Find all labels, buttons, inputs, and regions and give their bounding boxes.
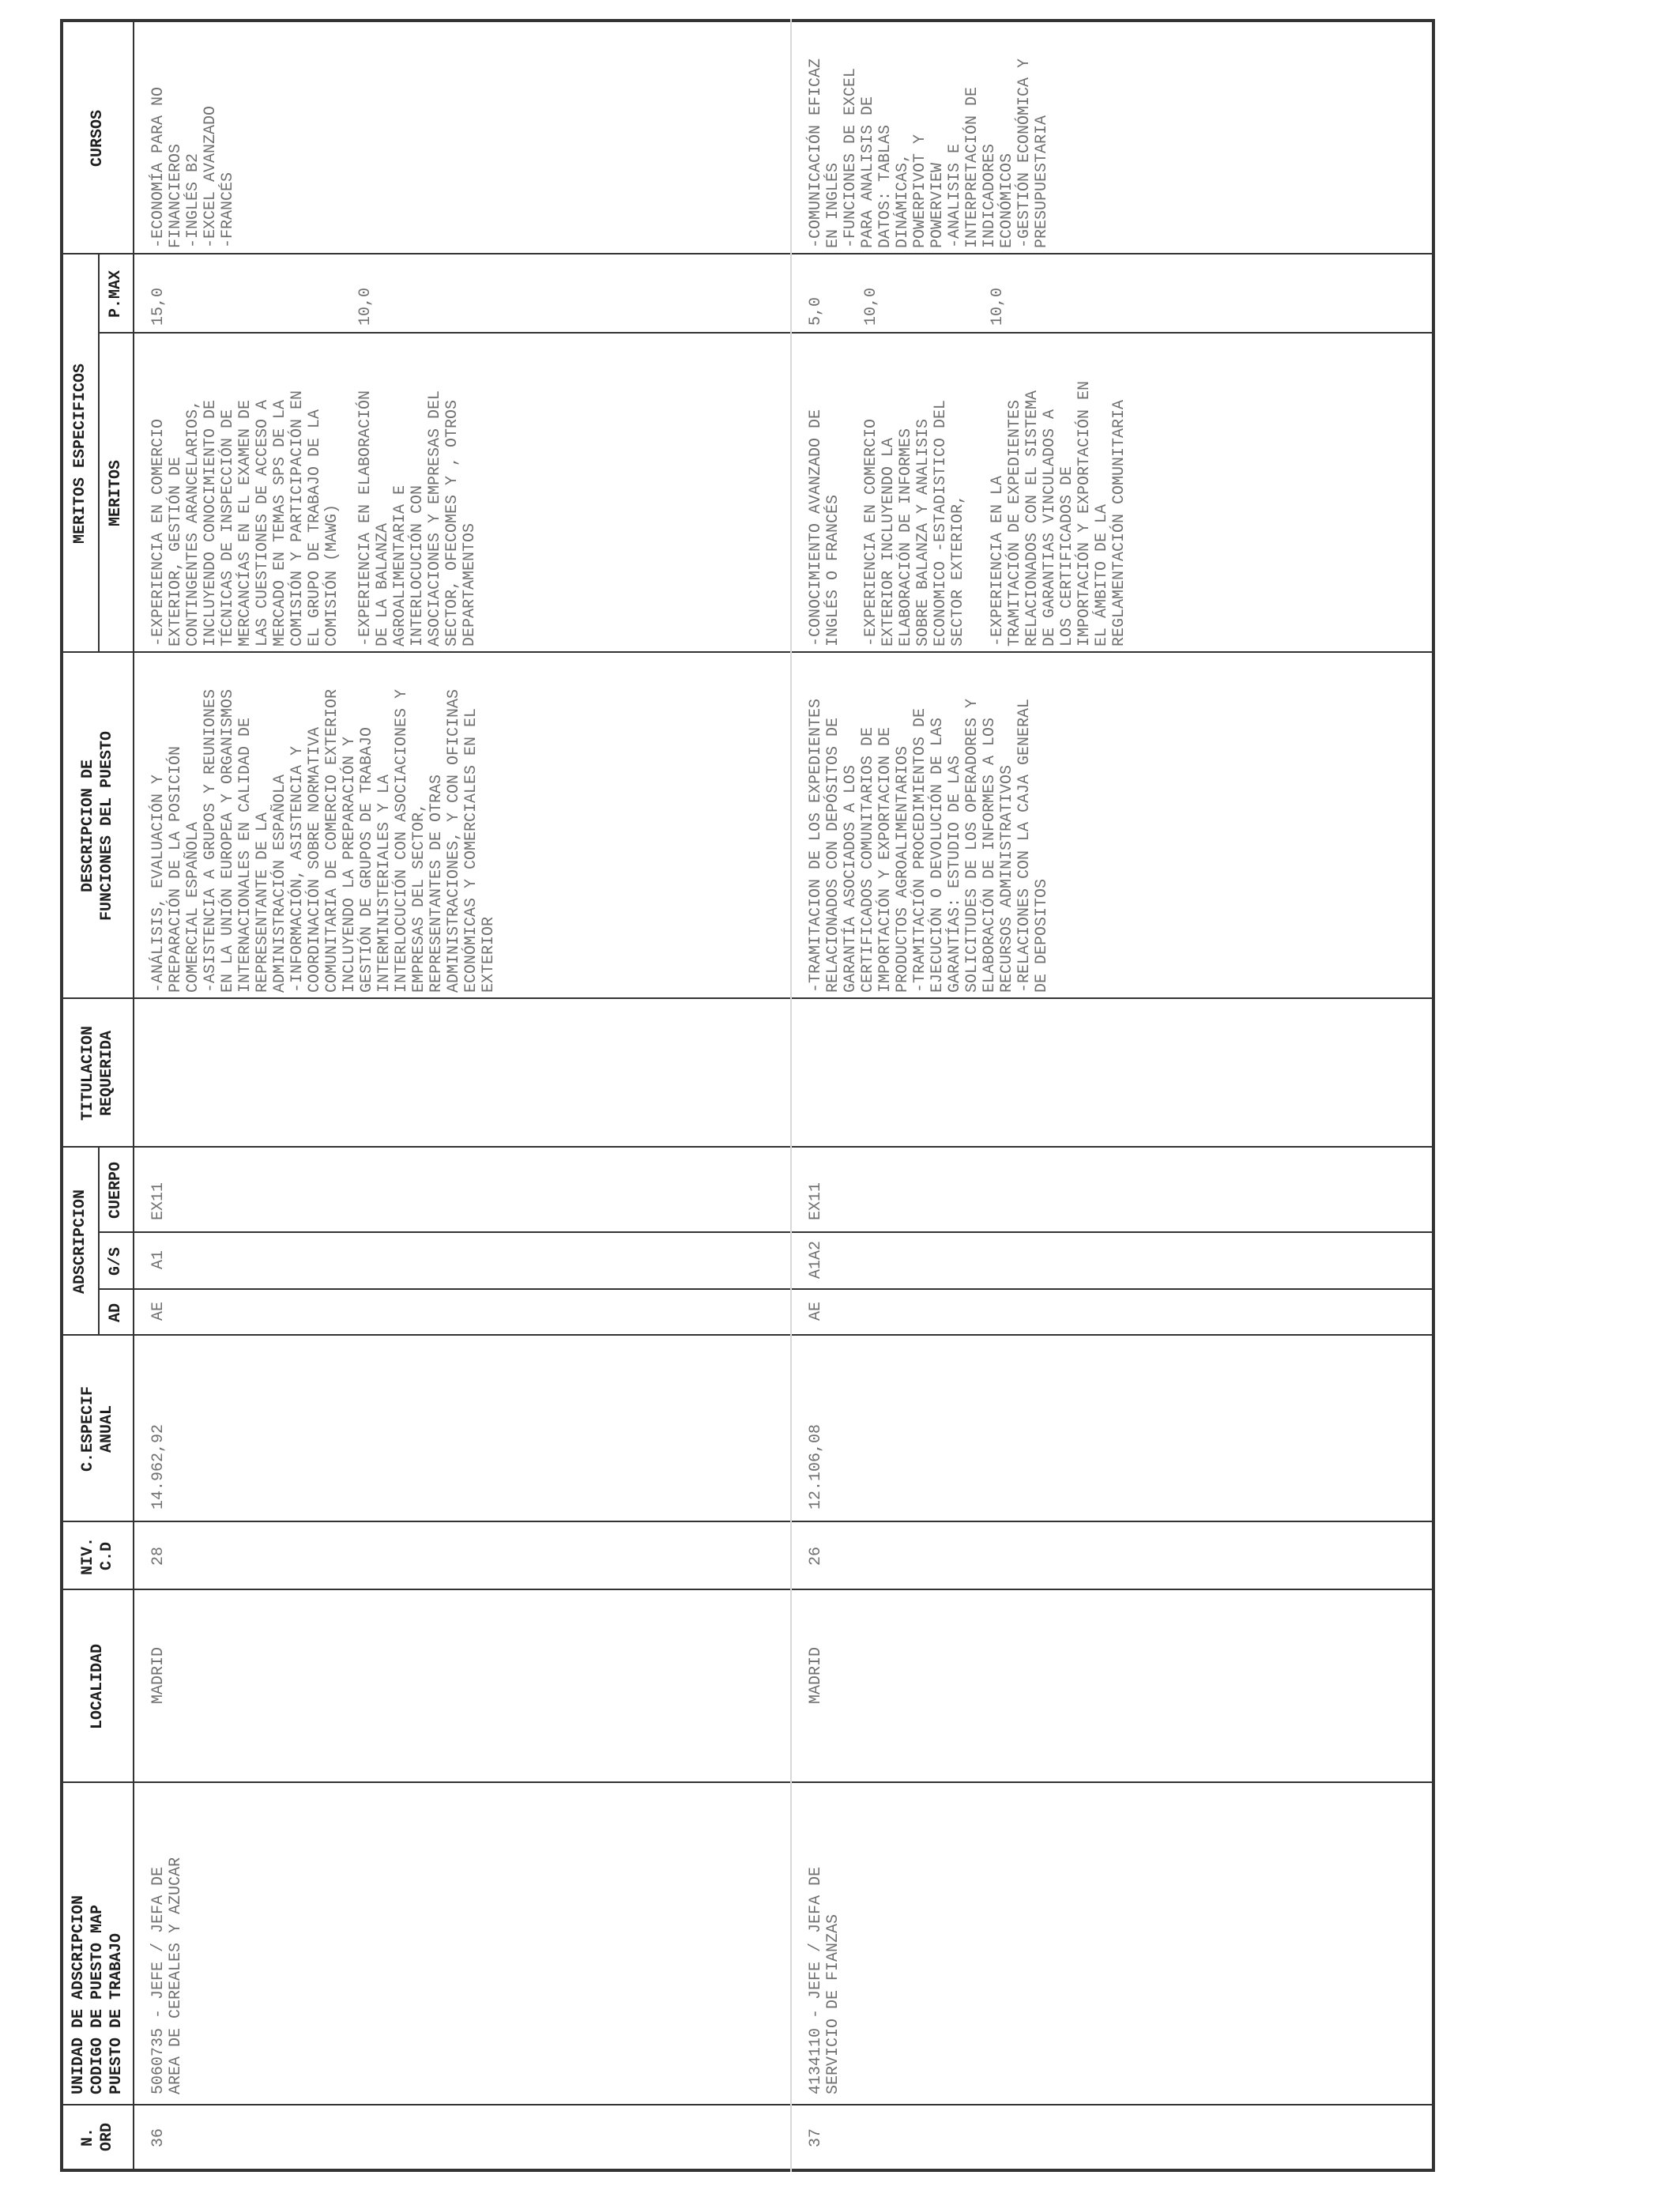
header-cuerpo-text: CUERPO — [107, 1162, 125, 1220]
header-descripcion-text: DESCRIPCION DE FUNCIONES DEL PUESTO — [79, 730, 116, 922]
header-adscripcion-text: ADSCRIPCION — [71, 1189, 89, 1295]
row-37-merito-2: -EXPERIENCIA EN COMERCIO EXTERIOR INCLUYENDO LA ELABORACIÓN DE INFORMES SOBRE BALANZA Y ANALISIS ECONOMICO -ESTADISTICO DEL SECTOR EXTERIOR, — [862, 399, 967, 647]
header-meritos-especificos — [63, 254, 98, 653]
col-line-12 — [60, 253, 1435, 254]
row-37-pmax-3: 10,0 — [989, 287, 1007, 326]
row-36-pmax-1: 15,0 — [149, 287, 168, 326]
row-36-niv: 28 — [149, 1547, 168, 1566]
header-unidad-text: UNIDAD DE ADSCRIPCION CODIGO DE PUESTO MAP PUESTO DE TRABAJO — [70, 1894, 126, 2094]
row-37-n-ord: 37 — [807, 2128, 825, 2148]
row-36-n-ord: 36 — [149, 2128, 168, 2148]
header-n-ord-text: N. ORD — [79, 2123, 116, 2152]
header-localidad-text: LOCALIDAD — [89, 1643, 107, 1730]
header-ad-text: AD — [107, 1303, 125, 1323]
row-36-unidad: 5060735 - JEFE / JEFA DE AREA DE CEREALES Y AZUCAR — [149, 1857, 185, 2094]
col-line-11 — [98, 332, 1435, 334]
header-c-especif-text: C.ESPECIF ANUAL — [79, 1385, 116, 1472]
row-37-c-especif: 12.106,08 — [807, 1423, 825, 1510]
header-c-especif — [63, 1336, 133, 1522]
row-separator — [790, 19, 792, 2172]
header-niv — [63, 1522, 133, 1590]
header-niv-text: NIV. C.D — [79, 1537, 116, 1576]
row-36-cuerpo: EX11 — [149, 1182, 168, 1220]
row-37-merito-1: -CONOCIMIENTO AVANZADO DE INGLÉS O FRANCÉS — [807, 409, 842, 647]
header-titulacion — [63, 999, 133, 1148]
row-37-ad: AE — [807, 1302, 825, 1321]
row-36-merito-1: -EXPERIENCIA EN COMERCIO EXTERIOR, GESTIÓN DE CONTINGENTES ARANCELARIOS, INCLUYENDO CONOCIMIENTO DE TÉCNICAS DE INSPECCIÓN DE MERCANCÍAS EN EL EXAMEN DE LAS CUESTIONES DE ACCESO A MERCADO EN TEMAS SPS DE LA COMISIÓN Y PARTICIPACIÓN EN EL GRUPO DE TRABAJO DE LA COMISIÓN (MAWG) — [149, 390, 341, 647]
row-37-cursos: -COMUNICACIÓN EFICAZ EN INGLÉS -FUNCIONES DE EXCEL PARA ANALISIS DE DATOS: TABLAS DINÁMICAS, POWERPIVOT Y POWERVIEW -ANALISIS E INTERPRETACIÓN DE INDICADORES ECONÓMICOS -GESTIÓN ECONÓMICA Y PRESUPUESTARIA — [807, 58, 1051, 248]
header-ad — [100, 1290, 133, 1336]
header-meritos — [100, 334, 133, 653]
header-meritos-especificos-text: MERITOS ESPECIFICOS — [71, 363, 89, 545]
row-37-localidad: MADRID — [807, 1646, 825, 1704]
header-separator — [133, 19, 134, 2172]
header-unidad — [63, 1783, 133, 2094]
row-37-unidad: 4134110 - JEFE / JEFA DE SERVICIO DE FIANZAS — [807, 1866, 842, 2094]
col-line-3 — [60, 1589, 1435, 1590]
row-36-ad: AE — [149, 1302, 168, 1321]
header-meritos-text: MERITOS — [107, 460, 125, 527]
header-localidad — [63, 1590, 133, 1783]
row-36-descripcion: -ANÁLISIS, EVALUACIÓN Y PREPARACIÓN DE LA POSICIÓN COMERCIAL ESPAÑOLA -ASISTENCIA A GRUPOS Y REUNIONES EN LA UNIÓN EUROPEA Y ORGANISMOS INTERNACIONALES EN CALIDAD DE REPRESENTANTE DE LA ADMINISTRACIÓN ESPAÑOLA -INFORMACIÓN, ASISTENCIA Y COORDINACIÓN SOBRE NORMATIVA COMUNITARIA DE COMERCIO EXTERIOR INCLUYENDO LA PREPARACIÓN Y GESTIÓN DE GRUPOS DE TRABAJO INTERMINISTERIALES Y LA INTERLOCUCIÓN CON ASOCIACIONES Y EMPRESAS DEL SECTOR, REPRESENTANTES DE OTRAS ADMINISTRACIONES, Y CON OFICINAS ECONÓMICAS Y COMERCIALES EN EL EXTERIOR — [149, 688, 498, 993]
row-37-pmax-1: 5,0 — [807, 296, 825, 326]
header-pmax-text: P.MAX — [107, 270, 125, 319]
col-line-7 — [98, 1231, 1435, 1233]
row-37-merito-3: -EXPERIENCIA EN LA TRAMITACIÓN DE EXPEDIENTES RELACIONADOS CON EL SISTEMA DE GARANTIAS VINCULADOS A LOS CERTIFICADOS DE IMPORTACIÓN Y EXPORTACIÓN EN EL ÁMBITO DE LA REGLAMENTACIÓN COMUNITARIA — [989, 380, 1128, 647]
row-37-cuerpo: EX11 — [807, 1182, 825, 1220]
header-cursos-text: CURSOS — [89, 110, 107, 168]
row-36-cursos: -ECONOMÍA PARA NO FINANCIEROS -INGLÉS B2 -EXCEL AVANZADO -FRANCÉS — [149, 86, 237, 248]
col-line-2 — [60, 1781, 1435, 1783]
col-line-10 — [60, 651, 1435, 653]
col-line-6 — [98, 1288, 1435, 1290]
row-36-pmax-2: 10,0 — [356, 287, 375, 326]
col-line-8 — [60, 1146, 1435, 1148]
header-gs-text: G/S — [107, 1247, 125, 1276]
header-cuerpo — [100, 1148, 133, 1233]
row-36-merito-2: -EXPERIENCIA EN ELABORACIÓN DE LA BALANZA AGROALIMENTARIA E INTERLOCUCIÓN CON ASOCIACIONES Y EMPRESAS DEL SECTOR, OFECOMES Y , OTROS DEPARTAMENTOS — [356, 390, 479, 647]
header-adscripcion — [63, 1148, 98, 1336]
col-line-5 — [60, 1334, 1435, 1336]
header-cursos — [63, 22, 133, 254]
row-37-niv: 26 — [807, 1547, 825, 1566]
row-37-pmax-2: 10,0 — [862, 287, 880, 326]
col-line-4 — [60, 1521, 1435, 1522]
row-36-localidad: MADRID — [149, 1646, 168, 1704]
col-line-1 — [60, 2104, 1435, 2105]
header-gs — [100, 1233, 133, 1290]
row-37-descripcion: -TRAMITACION DE LOS EXPEDIENTES RELACIONADOS CON DEPÓSITOS DE GARANTÍA ASOCIADOS A LOS CERTIFICADOS COMUNITARIOS DE IMPORTACIÓN Y EXPORTACION DE PRODUCTOS AGROALIMENTARIOS -TRAMITACIÓN PROCEDIMIENTOS DE EJECUCIÓN O DEVOLUCIÓN DE LAS GARANTÍAS: ESTUDIO DE LAS SOLICITUDES DE LOS OPERADORES Y ELABORACIÓN DE INFORMES A LOS RECURSOS ADMINISTRATIVOS -RELACIONES CON LA CAJA GENERAL DE DEPOSITOS — [807, 698, 1051, 993]
header-n-ord — [63, 2105, 133, 2169]
col-line-9 — [60, 997, 1435, 999]
row-36-gs: A1 — [149, 1250, 168, 1270]
row-36-c-especif: 14.962,92 — [149, 1423, 168, 1510]
row-37-gs: A1A2 — [807, 1241, 825, 1280]
header-titulacion-text: TITULACION REQUERIDA — [79, 1025, 116, 1122]
header-descripcion — [63, 653, 133, 999]
header-pmax — [100, 254, 133, 334]
